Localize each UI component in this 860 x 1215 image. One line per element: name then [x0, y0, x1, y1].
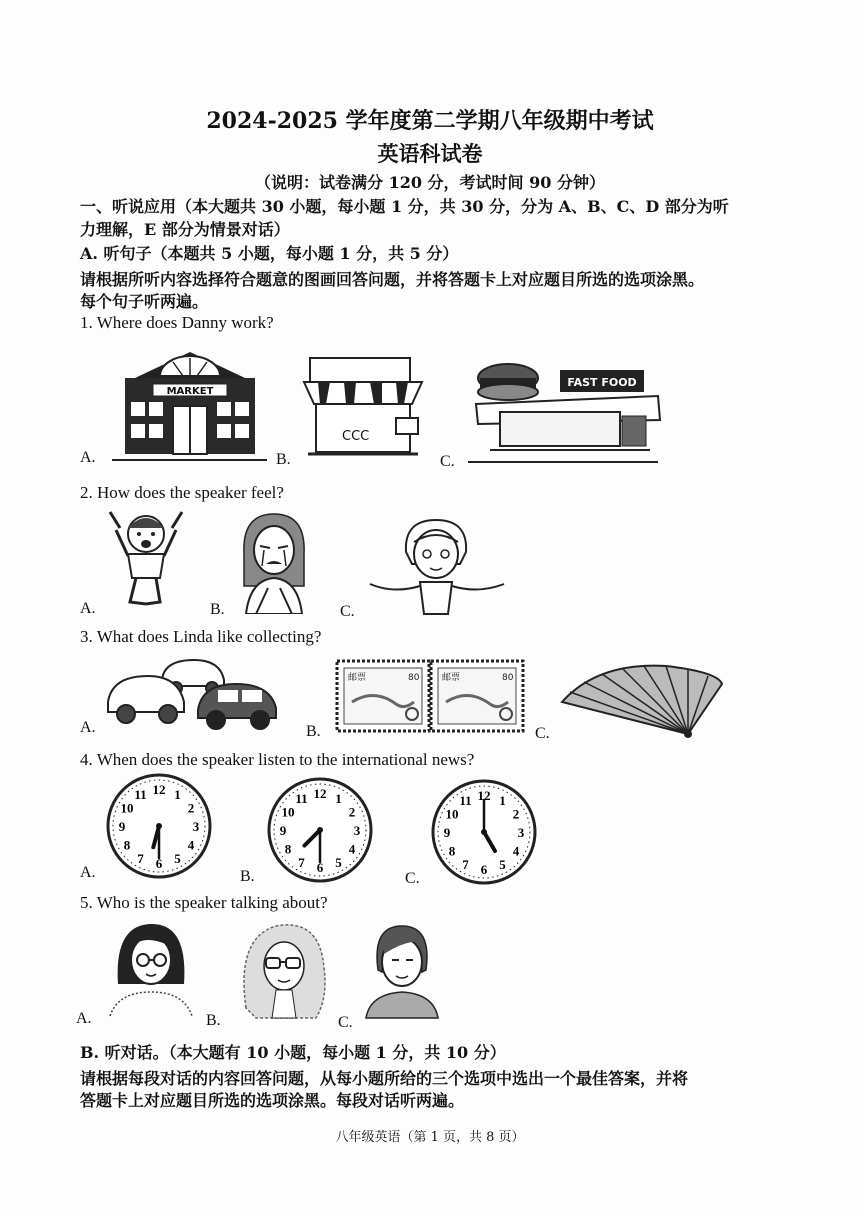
clock-number: 2 [187, 800, 195, 816]
question-2: 2. How does the speaker feel? [80, 483, 284, 502]
market-building-picture [115, 350, 265, 458]
clock-c [430, 778, 538, 886]
section-a-heading: A. 听句子（本题共 5 小题，每小题 1 分，共 5 分） [80, 244, 459, 263]
clock-number: 8 [123, 837, 131, 853]
q4-option-b-label: B. [240, 868, 255, 885]
q1-option-b-label: B. [276, 451, 291, 468]
clock-number: 12 [313, 786, 327, 801]
q1-c-ground-line [468, 461, 658, 463]
q4-option-c-label: C. [405, 870, 420, 887]
q4-option-a-label: A. [80, 864, 96, 881]
exam-note: （说明：试卷满分 120 分，考试时间 90 分钟） [255, 173, 605, 192]
clock-number: 8 [448, 843, 456, 859]
section-b-heading: B. 听对话。（本大题有 10 小题，每小题 1 分，共 10 分） [80, 1043, 506, 1062]
folding-fan-picture [558, 662, 728, 742]
clock-number: 1 [335, 790, 342, 806]
page-footer: 八年级英语（第 1 页，共 8 页） [335, 1130, 525, 1145]
part1-heading-line1: 一、听说应用（本大题共 30 小题，每小题 1 分，共 30 分，分为 A、B、C、D 部分为听 [80, 197, 729, 216]
section-b-instruction-line2: 答题卡上对应题目所选的选项涂黑。每段对话听两遍。 [80, 1091, 465, 1110]
clock-number: 4 [187, 837, 195, 853]
clock-number: 7 [298, 855, 305, 871]
clock-number: 11 [459, 792, 472, 808]
clock-number: 6 [155, 856, 163, 871]
clock-number: 5 [499, 857, 506, 873]
clock-number: 10 [281, 804, 295, 820]
clock-number: 3 [517, 825, 525, 840]
market-sign-text: MARKET [166, 386, 214, 397]
clock-number: 12 [152, 782, 166, 797]
clock-number: 10 [120, 800, 134, 816]
clock-number: 1 [174, 786, 181, 802]
clock-number: 2 [348, 804, 356, 820]
clock-number: 2 [512, 806, 520, 822]
woman-short-hair-picture [362, 920, 442, 1020]
excited-boy-picture [106, 508, 186, 610]
section-a-instruction-line2: 每个句子听两遍。 [80, 292, 209, 311]
stamps-picture [334, 658, 526, 734]
question-1: 1. Where does Danny work? [80, 313, 274, 332]
relaxed-girl-picture [364, 514, 510, 618]
stamp-1-label: 邮票 [348, 673, 367, 683]
q2-option-c-label: C. [340, 603, 355, 620]
clock-number: 11 [295, 790, 308, 806]
clock-number: 1 [499, 792, 506, 808]
section-b-instruction-line1: 请根据每段对话的内容回答问题，从每小题所给的三个选项中选出一个最佳答案，并将 [80, 1069, 689, 1088]
fast-food-restaurant-picture [470, 350, 665, 458]
q5-option-b-label: B. [206, 1012, 221, 1029]
q2-option-b-label: B. [210, 601, 225, 618]
exam-title: 2024-2025 学年度第二学期八年级期中考试 [206, 108, 654, 134]
question-3: 3. What does Linda like collecting? [80, 627, 322, 646]
clock-number: 3 [353, 823, 361, 838]
clock-number: 5 [335, 855, 342, 871]
stamp-2-value: 80 [502, 673, 514, 683]
shop-sign-text: CCC [342, 429, 370, 444]
woman-light-hair-glasses-picture [236, 918, 332, 1022]
exam-subject: 英语科试卷 [377, 141, 483, 166]
question-4: 4. When does the speaker listen to the international news? [80, 750, 475, 769]
q1-option-a-label: A. [80, 449, 96, 466]
clock-number: 5 [174, 851, 181, 867]
crying-girl-picture [234, 510, 314, 614]
q5-option-c-label: C. [338, 1014, 353, 1031]
stamp-1-value: 80 [408, 673, 420, 683]
clock-number: 9 [443, 825, 451, 840]
stamp-2-label: 邮票 [442, 673, 461, 683]
clock-number: 12 [477, 788, 491, 803]
clock-b [266, 776, 374, 884]
clock-number: 4 [512, 843, 520, 859]
clock-number: 6 [316, 860, 324, 875]
toy-cars-picture [104, 652, 284, 734]
clock-number: 9 [279, 823, 287, 838]
clock-a [105, 772, 213, 880]
q2-option-a-label: A. [80, 600, 96, 617]
q1-option-c-label: C. [440, 453, 455, 470]
q3-option-a-label: A. [80, 719, 96, 736]
clock-number: 3 [192, 819, 200, 834]
clock-number: 10 [445, 806, 459, 822]
clock-number: 7 [137, 851, 144, 867]
fast-food-sign-text: FAST FOOD [567, 376, 637, 389]
clock-number: 7 [462, 857, 469, 873]
woman-dark-hair-glasses-picture [104, 918, 198, 1018]
q5-option-a-label: A. [76, 1010, 92, 1027]
q3-option-b-label: B. [306, 723, 321, 740]
clock-number: 6 [480, 862, 488, 877]
part1-heading-line2: 力理解，E 部分为情景对话） [80, 220, 290, 239]
question-5: 5. Who is the speaker talking about? [80, 893, 328, 912]
section-a-instruction-line1: 请根据所听内容选择符合题意的图画回答问题，并将答题卡上对应题目所选的选项涂黑。 [80, 270, 705, 289]
q3-option-c-label: C. [535, 725, 550, 742]
q1-a-ground-line [112, 459, 267, 461]
clock-number: 9 [118, 819, 126, 834]
shop-stand-picture [300, 352, 432, 460]
clock-number: 11 [134, 786, 147, 802]
clock-number: 8 [284, 841, 292, 857]
clock-number: 4 [348, 841, 356, 857]
